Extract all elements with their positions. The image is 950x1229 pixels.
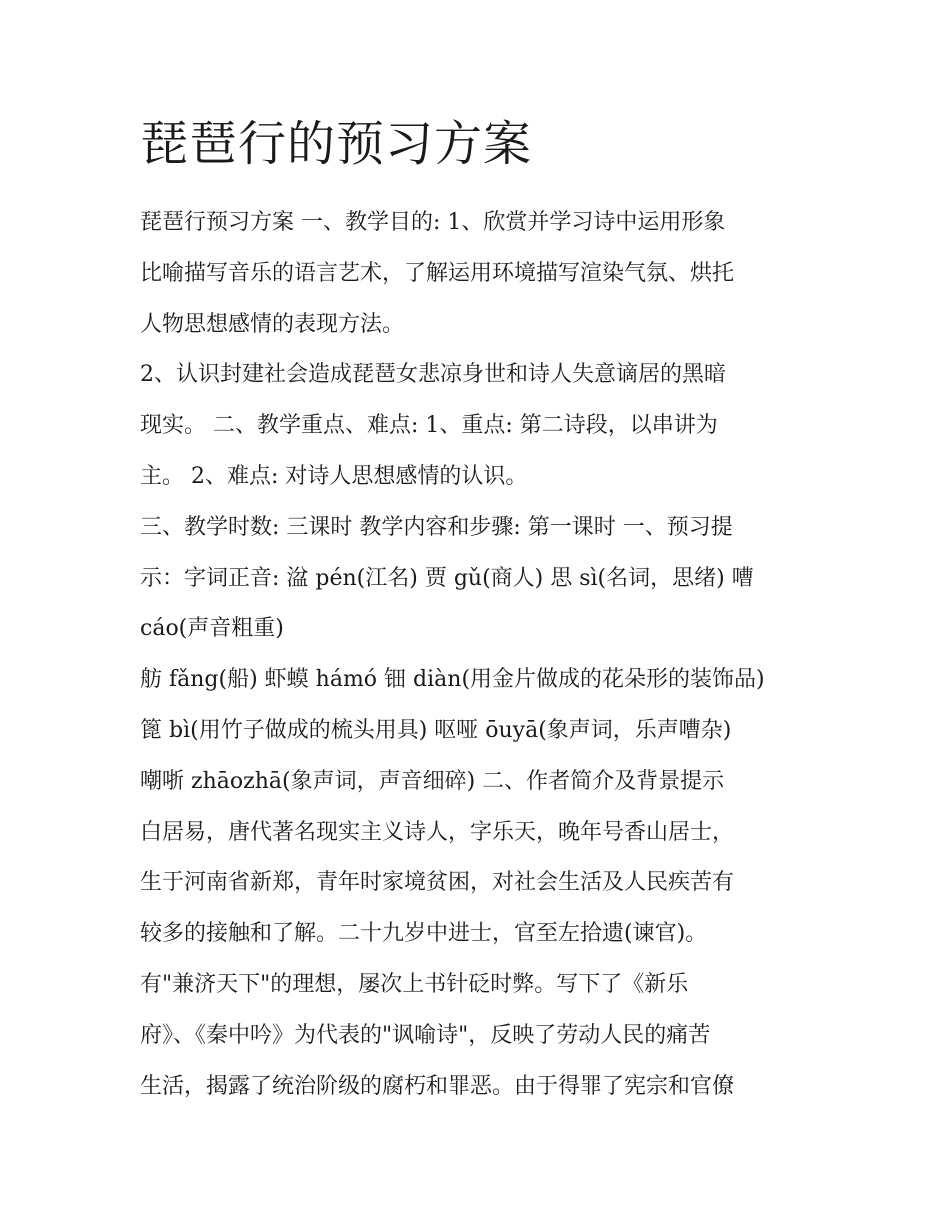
- body-line: 篦 bì(用竹子做成的梳头用具) 呕哑 ōuyā(象声词，乐声嘈杂): [140, 717, 732, 743]
- body-line: 人物思想感情的表现方法。: [140, 311, 405, 337]
- body-line: 有"兼济天下"的理想，屡次上书针砭时弊。写下了《新乐: [140, 971, 689, 997]
- document-title: 琵琶行的预习方案: [140, 116, 533, 172]
- body-line: 琵琶行预习方案 一、教学目的: 1、欣赏并学习诗中运用形象: [140, 210, 726, 235]
- body-line: 较多的接触和了解。二十九岁中进士，官至左拾遗(谏官)。: [140, 921, 708, 947]
- body-line: 府》、《秦中吟》为代表的"讽喻诗"，反映了劳动人民的痛苦: [140, 1022, 711, 1048]
- body-line: 嘲哳 zhāozhā(象声词，声音细碎) 二、作者简介及背景提示: [140, 768, 725, 794]
- body-line: cáo(声音粗重): [140, 616, 284, 642]
- body-line: 白居易，唐代著名现实主义诗人，字乐天，晚年号香山居士，: [140, 819, 735, 845]
- body-line: 2、认识封建社会造成琵琶女悲凉身世和诗人失意谪居的黑暗: [140, 362, 726, 388]
- body-line: 现实。 二、教学重点、难点: 1、重点: 第二诗段，以串讲为: [140, 413, 718, 439]
- body-line: 舫 fǎng(船) 虾蟆 hámó 钿 diàn(用金片做成的花朵形的装饰品): [140, 667, 765, 693]
- body-line: 示：字词正音: 湓 pén(江名) 贾 gǔ(商人) 思 sì(名词，思绪) 嘈: [140, 565, 754, 591]
- body-line: 生活，揭露了统治阶级的腐朽和罪恶。由于得罪了宪宗和官僚: [140, 1073, 735, 1099]
- body-line: 主。 2、难点: 对诗人思想感情的认识。: [140, 463, 528, 489]
- body-line: 生于河南省新郑，青年时家境贫困，对社会生活及人民疾苦有: [140, 870, 735, 896]
- body-line: 三、教学时数: 三课时 教学内容和步骤: 第一课时 一、预习提: [140, 514, 733, 540]
- body-line: 比喻描写音乐的语言艺术，了解运用环境描写渲染气氛、烘托: [140, 260, 735, 286]
- document-body: [140, 198, 830, 1112]
